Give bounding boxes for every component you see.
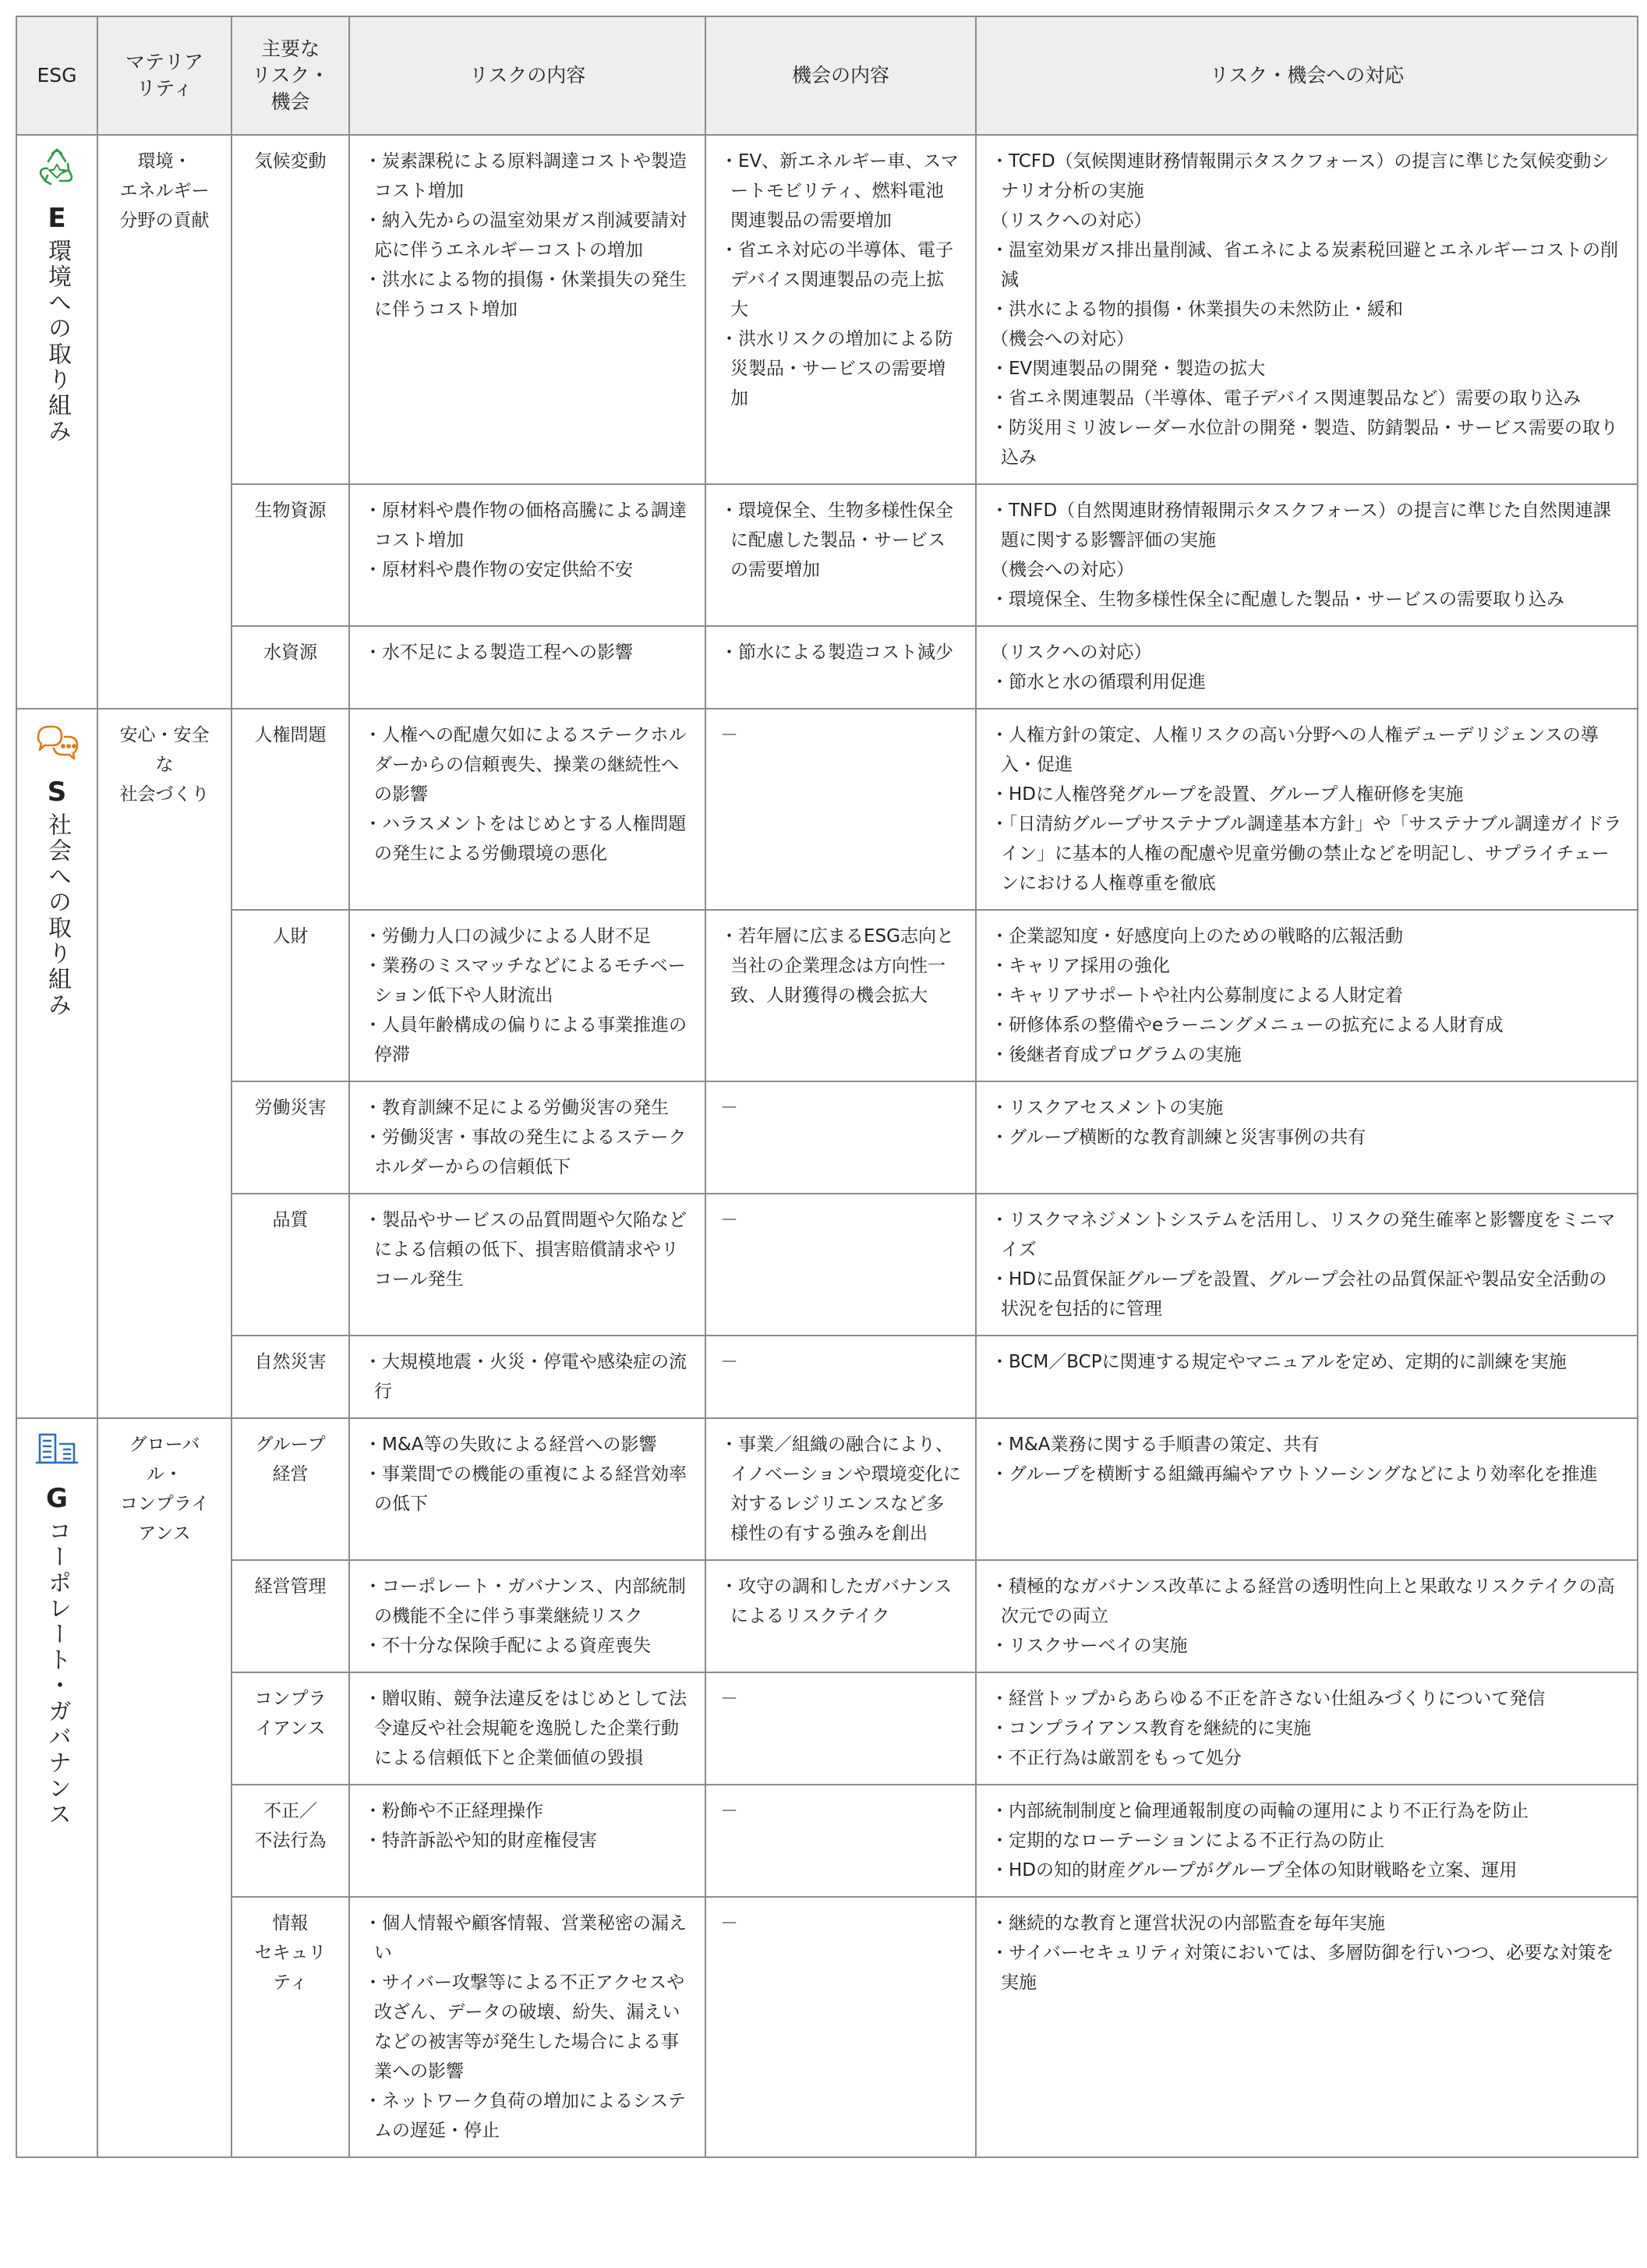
risk-content-cell: [349, 910, 705, 1081]
header-risk-content-label: [356, 62, 698, 89]
cell-list-item: ・温室効果ガス排出量削減、省エネによる炭素税回避とエネルギーコストの削減: [991, 240, 1618, 290]
table-row: [16, 910, 1638, 1081]
label-line: コンプライ: [119, 1494, 210, 1514]
cell-list-item: （リスクへの対応）: [991, 642, 1152, 663]
cell-list-item: ・コーポレート・ガバナンス、内部統制の機能不全に伴う事業継続リスク: [364, 1576, 686, 1626]
cell-list-item: ・水不足による製造工程への影響: [364, 642, 633, 663]
cell-list-item: －: [720, 1098, 738, 1118]
label-line: リティ: [136, 77, 193, 100]
cell-list-item: ・原材料や農作物の安定供給不安: [364, 560, 633, 580]
cell-list-item: ・人員年齢構成の偏りによる事業推進の停滞: [364, 1015, 687, 1065]
response-cell: [976, 1194, 1638, 1336]
label-line: 経営: [272, 1464, 309, 1484]
cell-list-item: ・継続的な教育と運営状況の内部監査を毎年実施: [991, 1913, 1385, 1934]
pillar-letter: G: [46, 1483, 68, 1514]
cell-list-item: ・リスクマネジメントシステムを活用し、リスクの発生確率と影響度をミニマイズ: [991, 1210, 1616, 1260]
cell-list-item: ・コンプライアンス教育を継続的に実施: [991, 1718, 1312, 1739]
cell-list-item: ・人権への配慮欠如によるステークホルダーからの信頼喪失、操業の継続性への影響: [364, 725, 687, 805]
risk-content-cell: [349, 1785, 705, 1897]
cell-list-item: －: [720, 1689, 738, 1709]
cell-list-item: ・教育訓練不足による労働災害の発生: [364, 1098, 669, 1118]
cell-list-item: ・若年層に広まるESG志向と当社の企業理念は方向性一致、人財獲得の機会拡大: [720, 926, 954, 1006]
cell-list-item: ・環境保全、生物多様性保全に配慮した製品・サービスの需要増加: [720, 501, 953, 580]
cell-list-item: －: [720, 1801, 738, 1821]
table-row: [16, 1336, 1638, 1418]
cell-list-item: ・労働災害・事故の発生によるステークホルダーからの信頼低下: [364, 1127, 687, 1177]
label-line: 機会の内容: [791, 64, 889, 87]
opportunity-content-cell: [705, 135, 976, 484]
label-line: 労働災害: [254, 1098, 327, 1118]
cell-list-item: ・省エネ関連製品（半導体、電子デバイス関連製品など）需要の取り込み: [991, 388, 1582, 409]
table-row: [16, 1785, 1638, 1897]
table-row: [16, 1897, 1638, 2157]
cell-list-item: ・キャリアサポートや社内公募制度による人財定着: [991, 985, 1403, 1006]
cell-list-item: ・サイバー攻撃等による不正アクセスや改ざん、データの破壊、紛失、漏えいなどの被害等が発生した場合による事業への影響: [364, 1973, 685, 2082]
materiality-cell: [97, 135, 231, 709]
risk-content-cell: [349, 1418, 705, 1560]
major-risk-cell: [231, 1672, 349, 1785]
risk-content-cell: [349, 626, 705, 709]
cell-list-item: ・グループを横断する組織再編やアウトソーシングなどにより効率化を推進: [991, 1464, 1598, 1484]
major-risk-label: [246, 720, 334, 750]
major-risk-cell: [231, 1194, 349, 1336]
risk-content-cell: [349, 709, 705, 910]
cell-list-item: ・リスクアセスメントの実施: [991, 1098, 1224, 1118]
cell-list-item: ・企業認知度・好感度向上のための戦略的広報活動: [991, 926, 1403, 946]
response-cell: [976, 910, 1638, 1081]
materiality-label: [112, 147, 217, 235]
major-risk-cell: [231, 1785, 349, 1897]
pillar-social: [16, 709, 97, 1418]
label-line: 不法行為: [254, 1831, 327, 1851]
opportunity-content-cell: [705, 1560, 976, 1672]
cell-list-item: ・BCM／BCPに関連する規定やマニュアルを定め、定期的に訓練を実施: [991, 1352, 1567, 1372]
response-cell: [976, 709, 1638, 910]
pillar-environment: [16, 135, 97, 709]
recycle-icon: [31, 147, 83, 196]
cell-list-item: ・防災用ミリ波レーダー水位計の開発・製造、防錆製品・サービス需要の取り込み: [991, 418, 1618, 468]
pillar-title: コーポレート・ガバナンス: [44, 1519, 71, 1827]
response-cell: [976, 135, 1638, 484]
cell-list-item: ・大規模地震・火災・停電や感染症の流行: [364, 1352, 687, 1402]
major-risk-label: [246, 147, 334, 176]
label-line: 人財: [272, 926, 309, 946]
label-line: イアンス: [255, 1718, 326, 1739]
major-risk-label: [246, 1430, 334, 1489]
cell-list-item: ・粉飾や不正経理操作: [364, 1801, 543, 1821]
label-line: リスクの内容: [468, 64, 586, 87]
response-cell: [976, 1672, 1638, 1785]
label-line: 機会: [270, 90, 310, 113]
esg-risk-table-container: [16, 16, 1637, 2158]
major-risk-cell: [231, 626, 349, 709]
table-row: [16, 1194, 1638, 1336]
cell-list-item: ・EV関連製品の開発・製造の拡大: [991, 359, 1266, 379]
header-risk-content: [349, 16, 705, 135]
risk-content-cell: [349, 135, 705, 484]
cell-list-item: ・経営トップからあらゆる不正を許さない仕組みづくりについて発信: [991, 1689, 1546, 1709]
label-line: 情報: [272, 1913, 309, 1934]
cell-list-item: （機会への対応）: [991, 560, 1134, 580]
cell-list-item: ・業務のミスマッチなどによるモチベーション低下や人財流出: [364, 956, 686, 1006]
major-risk-cell: [231, 135, 349, 484]
opportunity-content-cell: [705, 1897, 976, 2157]
label-line: 生物資源: [254, 501, 327, 521]
table-row: [16, 1672, 1638, 1785]
major-risk-cell: [231, 1560, 349, 1672]
label-line: 経営管理: [254, 1576, 327, 1597]
major-risk-cell: [231, 709, 349, 910]
cell-list-item: ・定期的なローテーションによる不正行為の防止: [991, 1831, 1385, 1851]
cell-list-item: ・キャリア採用の強化: [991, 956, 1170, 976]
cell-list-item: ・EV、新エネルギー車、スマートモビリティ、燃料電池関連製品の需要増加: [720, 151, 959, 231]
label-line: 気候変動: [254, 151, 327, 172]
cell-list-item: ・TCFD（気候関連財務情報開示タスクフォース）の提言に準じた気候変動シナリオ分析の実施: [991, 151, 1610, 201]
label-line: 品質: [272, 1210, 309, 1230]
cell-list-item: －: [720, 725, 738, 745]
cell-list-item: ・グループ横断的な教育訓練と災害事例の共有: [991, 1127, 1366, 1148]
esg-risk-opportunity-table: [16, 16, 1638, 2158]
cell-list-item: ・個人情報や顧客情報、営業秘密の漏えい: [364, 1913, 687, 1963]
header-esg: [16, 16, 97, 135]
cell-list-item: ・洪水による物的損傷・休業損失の未然防止・緩和: [991, 299, 1403, 320]
header-major-risk-label: [239, 36, 342, 115]
cell-list-item: ・省エネ対応の半導体、電子デバイス関連製品の売上拡大: [720, 240, 953, 320]
risk-content-cell: [349, 1081, 705, 1194]
table-row: [16, 1418, 1638, 1560]
cell-list-item: ・事業間での機能の重複による経営効率の低下: [364, 1464, 687, 1514]
label-line: 自然災害: [254, 1352, 327, 1372]
cell-list-item: ・HDに人権啓発グループを設置、グループ人権研修を実施: [991, 784, 1464, 805]
cell-list-item: ・不正行為は厳罰をもって処分: [991, 1748, 1242, 1768]
cell-list-item: ・「日清紡グループサステナブル調達基本方針」や「サステナブル調達ガイドライン」に基本的人権の配慮や児童労働の禁止などを明記し、サプライチェーンにおける人権尊重を徹底: [991, 814, 1622, 893]
opportunity-content-cell: [705, 1081, 976, 1194]
response-cell: [976, 1897, 1638, 2157]
cell-list-item: ・節水による製造コスト減少: [720, 642, 953, 663]
risk-content-cell: [349, 1194, 705, 1336]
label-line: セキュリ: [254, 1943, 327, 1963]
cell-list-item: ・攻守の調和したガバナンスによるリスクテイク: [720, 1576, 953, 1626]
cell-list-item: －: [720, 1210, 738, 1230]
opportunity-content-cell: [705, 709, 976, 910]
document-building-icon: [31, 1430, 83, 1477]
materiality-cell: [97, 709, 231, 1418]
pillar-title: 社会への取り組み: [44, 812, 71, 1018]
label-line: 分野の貢献: [119, 211, 210, 231]
cell-list-item: ・内部統制制度と倫理通報制度の両輪の運用により不正行為を防止: [991, 1801, 1529, 1821]
cell-list-item: ・事業／組織の融合により、イノベーションや環境変化に対するレジリエンスなど多様性の有する強みを創出: [720, 1435, 961, 1544]
major-risk-label: [246, 922, 334, 951]
table-row: [16, 709, 1638, 910]
label-line: 環境・: [137, 151, 192, 172]
cell-list-item: ・特許訴訟や知的財産権侵害: [364, 1831, 597, 1851]
cell-list-item: ・HDに品質保証グループを設置、グループ会社の品質保証や製品安全活動の状況を包括的に管理: [991, 1269, 1607, 1319]
header-opportunity-content-label: [712, 62, 969, 89]
major-risk-label: [246, 1572, 334, 1601]
materiality-cell: [97, 1418, 231, 2157]
cell-list-item: ・ハラスメントをはじめとする人権問題の発生による労働環境の悪化: [364, 814, 687, 864]
table-row: [16, 626, 1638, 709]
header-major-risk: [231, 16, 349, 135]
opportunity-content-cell: [705, 1672, 976, 1785]
cell-list-item: ・リスクサーベイの実施: [991, 1636, 1188, 1656]
cell-list-item: ・ネットワーク負荷の増加によるシステムの遅延・停止: [364, 2091, 686, 2141]
cell-list-item: ・M&A等の失敗による経営への影響: [364, 1435, 657, 1455]
response-cell: [976, 1081, 1638, 1194]
speech-bubble-icon: [31, 720, 83, 770]
label-line: コンプラ: [254, 1689, 327, 1709]
label-line: リスク・: [251, 64, 330, 87]
opportunity-content-cell: [705, 910, 976, 1081]
label-line: 不正／: [263, 1801, 317, 1821]
cell-list-item: ・労働力人口の減少による人財不足: [364, 926, 651, 946]
materiality-label: [112, 720, 217, 809]
major-risk-label: [246, 1909, 334, 1997]
risk-content-cell: [349, 1672, 705, 1785]
pillar-title: 環境への取り組み: [44, 239, 71, 444]
opportunity-content-cell: [705, 1336, 976, 1418]
risk-content-cell: [349, 484, 705, 626]
cell-list-item: ・後継者育成プログラムの実施: [991, 1045, 1242, 1065]
cell-list-item: ・洪水リスクの増加による防災製品・サービスの需要増加: [720, 329, 953, 409]
major-risk-cell: [231, 1081, 349, 1194]
label-line: リスク・機会への対応: [1209, 64, 1405, 87]
major-risk-cell: [231, 1336, 349, 1418]
label-line: 水資源: [263, 642, 317, 663]
cell-list-item: ・研修体系の整備やeラーニングメニューの拡充による人財育成: [991, 1015, 1504, 1035]
materiality-label: [112, 1430, 217, 1548]
cell-list-item: ・贈収賄、競争法違反をはじめとして法令違反や社会規範を逸脱した企業行動による信頼低下と企業価値の毀損: [364, 1689, 687, 1768]
header-response-label: [983, 62, 1631, 89]
major-risk-cell: [231, 1897, 349, 2157]
risk-content-cell: [349, 1897, 705, 2157]
table-row: [16, 484, 1638, 626]
label-line: マテリア: [125, 51, 203, 73]
header-opportunity-content: [705, 16, 976, 135]
cell-list-item: ・製品やサービスの品質問題や欠陥などによる信頼の低下、損害賠償請求やリコール発生: [364, 1210, 687, 1290]
opportunity-content-cell: [705, 484, 976, 626]
major-risk-cell: [231, 484, 349, 626]
label-line: 社会づくり: [119, 784, 210, 805]
table-row: [16, 1081, 1638, 1194]
table-row: [16, 1560, 1638, 1672]
major-risk-label: [246, 1093, 334, 1123]
header-materiality: [97, 16, 231, 135]
label-line: ティ: [273, 1973, 308, 1993]
response-cell: [976, 1418, 1638, 1560]
table-row: [16, 135, 1638, 484]
opportunity-content-cell: [705, 626, 976, 709]
header-materiality-label: [104, 49, 224, 102]
header-esg-label: [23, 62, 90, 89]
cell-list-item: ・不十分な保険手配による資産喪失: [364, 1636, 651, 1656]
cell-list-item: ・人権方針の策定、人権リスクの高い分野への人権デューデリジェンスの導入・促進: [991, 725, 1599, 775]
major-risk-label: [246, 496, 334, 525]
response-cell: [976, 1336, 1638, 1418]
cell-list-item: （リスクへの対応）: [991, 211, 1152, 231]
cell-list-item: －: [720, 1352, 738, 1372]
major-risk-label: [246, 1205, 334, 1235]
cell-list-item: ・洪水による物的損傷・休業損失の発生に伴うコスト増加: [364, 270, 687, 320]
label-line: 人権問題: [254, 725, 327, 745]
label-line: ESG: [37, 64, 77, 87]
cell-list-item: ・M&A業務に関する手順書の策定、共有: [991, 1435, 1320, 1455]
response-cell: [976, 1560, 1638, 1672]
opportunity-content-cell: [705, 1785, 976, 1897]
cell-list-item: ・節水と水の循環利用促進: [991, 672, 1206, 692]
major-risk-label: [246, 1796, 334, 1856]
major-risk-label: [246, 638, 334, 667]
header-response: [976, 16, 1638, 135]
pillar-letter: E: [48, 203, 66, 234]
pillar-governance: [16, 1418, 97, 2157]
pillar-letter: S: [47, 777, 67, 808]
cell-list-item: －: [720, 1913, 738, 1934]
cell-list-item: ・HDの知的財産グループがグループ全体の知財戦略を立案、運用: [991, 1860, 1518, 1881]
response-cell: [976, 626, 1638, 709]
cell-list-item: ・納入先からの温室効果ガス削減要請対応に伴うエネルギーコストの増加: [364, 211, 687, 260]
response-cell: [976, 1785, 1638, 1897]
cell-list-item: ・環境保全、生物多様性保全に配慮した製品・サービスの需要取り込み: [991, 589, 1564, 610]
major-risk-label: [246, 1684, 334, 1743]
label-line: アンス: [138, 1523, 191, 1544]
cell-list-item: ・TNFD（自然関連財務情報開示タスクフォース）の提言に準じた自然関連課題に関する影響評価の実施: [991, 501, 1611, 550]
label-line: グループ: [255, 1435, 326, 1455]
major-risk-cell: [231, 910, 349, 1081]
cell-list-item: ・炭素課税による原料調達コストや製造コスト増加: [364, 151, 687, 201]
cell-list-item: ・積極的なガバナンス改革による経営の透明性向上と果敢なリスクテイクの高次元での両立: [991, 1576, 1615, 1626]
cell-list-item: ・原材料や農作物の価格高騰による調達コスト増加: [364, 501, 687, 550]
risk-content-cell: [349, 1336, 705, 1418]
major-risk-label: [246, 1347, 334, 1377]
major-risk-cell: [231, 1418, 349, 1560]
cell-list-item: ・サイバーセキュリティ対策においては、多層防御を行いつつ、必要な対策を実施: [991, 1943, 1614, 1993]
label-line: 安心・安全な: [119, 725, 210, 775]
opportunity-content-cell: [705, 1194, 976, 1336]
cell-list-item: （機会への対応）: [991, 329, 1134, 349]
label-line: 主要な: [260, 37, 320, 60]
label-line: グローバル・: [129, 1435, 200, 1484]
header-row: [16, 16, 1638, 135]
opportunity-content-cell: [705, 1418, 976, 1560]
label-line: エネルギー: [119, 181, 210, 201]
response-cell: [976, 484, 1638, 626]
risk-content-cell: [349, 1560, 705, 1672]
